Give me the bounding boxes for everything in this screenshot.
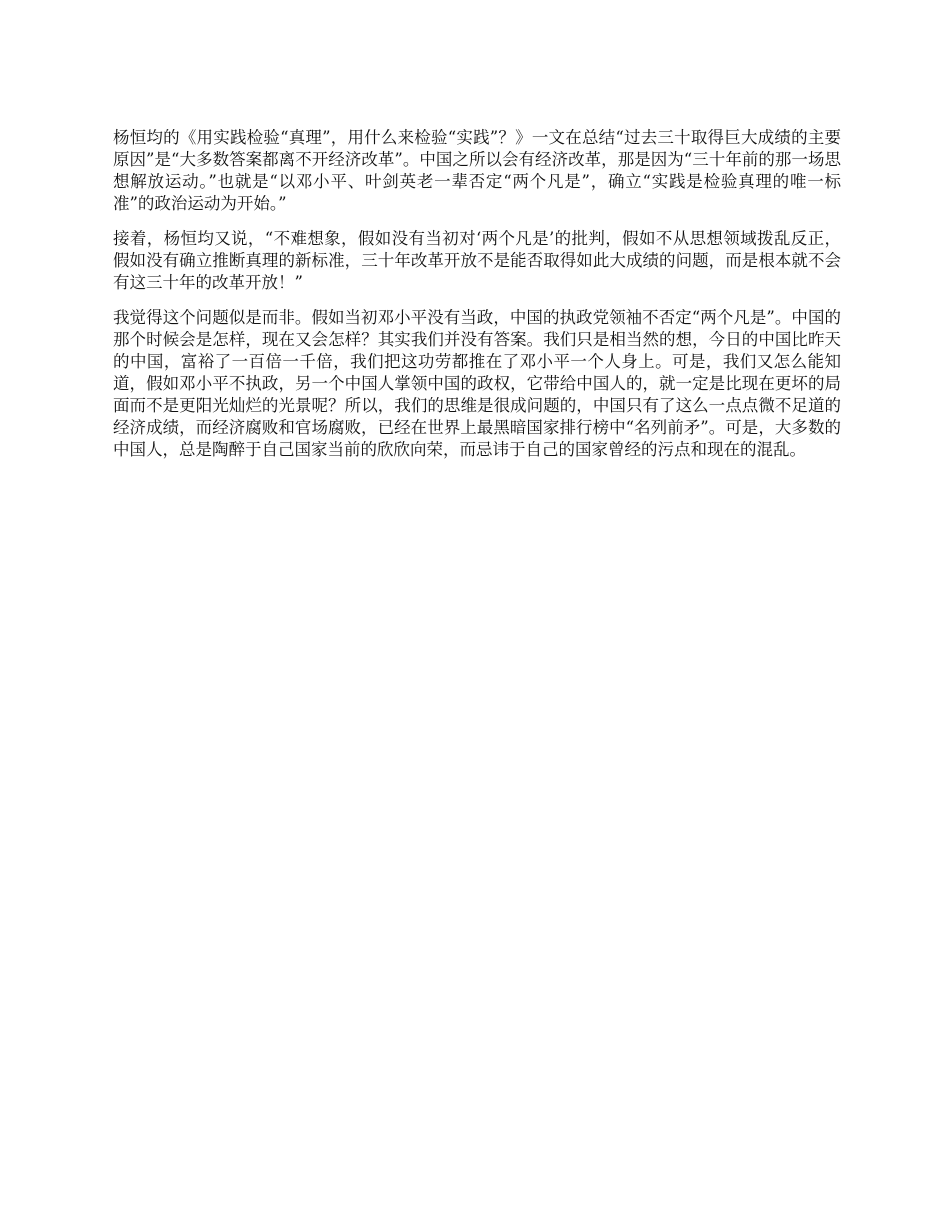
paragraph-3: 我觉得这个问题似是而非。假如当初邓小平没有当政，中国的执政党领袖不否定“两个凡是”。中国的那个时候会是怎样，现在又会怎样？其实我们并没有答案。我们只是相当然的想，今日的中国比昨天的中国，富裕了一百倍一千倍，我们把这功劳都推在了邓小平一个人身上。可是，我们又怎么能知道，假如邓小平不执政，另一个中国人掌领中国的政权，它带给中国人的，就一定是比现在更坏的局面而不是更阳光灿烂的光景呢？所以，我们的思维是很成问题的，中国只有了这么一点点微不足道的经济成绩，而经济腐败和官场腐败，已经在世界上最黑暗国家排行榜中“名列前矛”。可是，大多数的中国人，总是陶醉于自己国家当前的欣欣向荣，而忌讳于自己的国家曾经的污点和现在的混乱。 [113,308,841,459]
paragraph-2: 接着，杨恒均又说，“不难想象，假如没有当初对‘两个凡是’的批判，假如不从思想领域拨乱反正，假如没有确立推断真理的新标准，三十年改革开放不是能否取得如此大成绩的问题，而是根本就不会有这三十年的改革开放！” [113,229,841,292]
paragraph-1: 杨恒均的《用实践检验“真理”，用什么来检验“实践”？》一文在总结“过去三十取得巨大成绩的主要原因”是“大多数答案都离不开经济改革”。中国之所以会有经济改革，那是因为“三十年前的那一场思想解放运动。”也就是“以邓小平、叶剑英老一辈否定“两个凡是”，确立“实践是检验真理的唯一标准”的政治运动为开始。” [113,128,841,213]
document-body [113,127,841,474]
